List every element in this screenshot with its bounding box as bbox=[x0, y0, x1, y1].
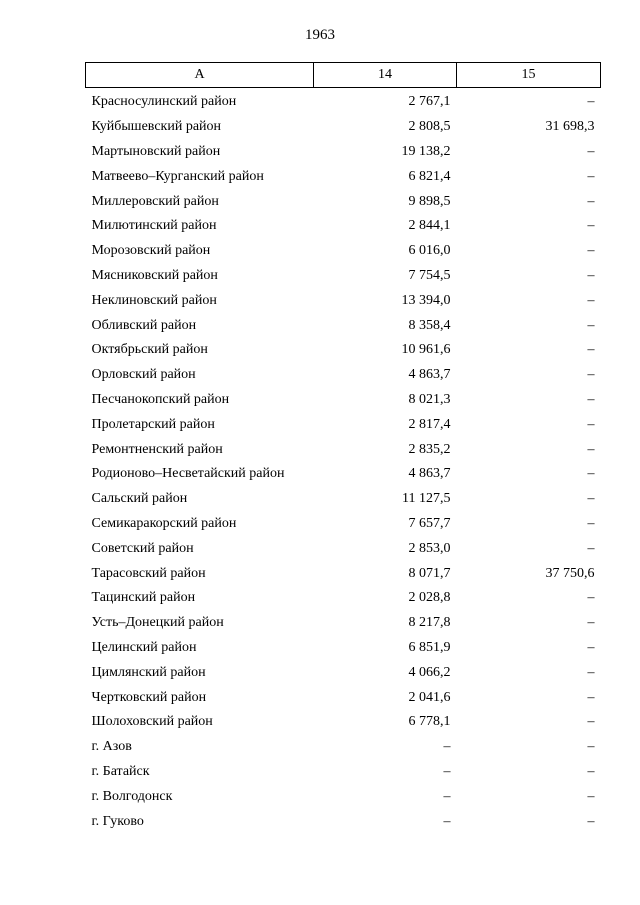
table-row bbox=[86, 412, 601, 437]
table-row bbox=[86, 363, 601, 388]
value-14-cell: 4 066,2 bbox=[408, 664, 451, 680]
district-name-cell: Красносулинский район bbox=[91, 94, 237, 110]
value-14-cell: – bbox=[443, 813, 451, 829]
district-name-cell: Шолоховский район bbox=[91, 714, 213, 730]
value-14-cell: 2 041,6 bbox=[408, 689, 451, 705]
value-14-cell: 2 853,0 bbox=[408, 540, 451, 556]
value-15-cell: – bbox=[587, 391, 595, 407]
value-14-cell: 7 657,7 bbox=[408, 515, 451, 531]
table-row bbox=[86, 88, 601, 115]
value-15-cell: – bbox=[587, 689, 595, 705]
district-name-cell: Семикаракорский район bbox=[91, 515, 237, 531]
value-15-cell: – bbox=[587, 664, 595, 680]
table-row bbox=[86, 710, 601, 735]
district-name-cell: Октябрьский район bbox=[91, 342, 208, 358]
district-name-cell: Пролетарский район bbox=[91, 416, 215, 432]
value-14-cell: 6 821,4 bbox=[408, 168, 451, 184]
value-15-cell: – bbox=[587, 193, 595, 209]
value-15-cell: – bbox=[587, 615, 595, 631]
district-name-cell: г. Батайск bbox=[91, 763, 150, 779]
table-row bbox=[86, 264, 601, 289]
value-14-cell: 10 961,6 bbox=[401, 342, 451, 358]
value-15-cell: – bbox=[587, 788, 595, 804]
table-row bbox=[86, 214, 601, 239]
value-14-cell: 2 844,1 bbox=[408, 218, 451, 234]
table-row bbox=[86, 561, 601, 586]
table-row bbox=[86, 313, 601, 338]
column-header-15: 15 bbox=[457, 63, 601, 88]
value-15-cell: – bbox=[587, 143, 595, 159]
table-row bbox=[86, 660, 601, 685]
value-15-cell: – bbox=[587, 342, 595, 358]
column-header-a: А bbox=[86, 63, 314, 88]
value-14-cell: 7 754,5 bbox=[408, 267, 451, 283]
column-header-14: 14 bbox=[314, 63, 457, 88]
table-row bbox=[86, 536, 601, 561]
data-table bbox=[85, 62, 601, 834]
value-15-cell: – bbox=[587, 739, 595, 755]
value-15-cell: – bbox=[587, 714, 595, 730]
district-name-cell: Неклиновский район bbox=[91, 292, 217, 308]
value-15-cell: – bbox=[587, 813, 595, 829]
district-name-cell: Матвеево–Курганский район bbox=[91, 168, 264, 184]
value-15-cell: 37 750,6 bbox=[545, 565, 595, 581]
district-name-cell: Усть–Донецкий район bbox=[91, 615, 224, 631]
value-15-cell: – bbox=[587, 292, 595, 308]
value-15-cell: – bbox=[587, 416, 595, 432]
value-15-cell: – bbox=[587, 515, 595, 531]
district-name-cell: Сальский район bbox=[91, 491, 188, 507]
value-14-cell: 4 863,7 bbox=[408, 466, 451, 482]
district-name-cell: Чертковский район bbox=[91, 689, 207, 705]
value-14-cell: 8 358,4 bbox=[408, 317, 451, 333]
district-name-cell: Мясниковский район bbox=[91, 267, 218, 283]
value-14-cell: 8 217,8 bbox=[408, 615, 451, 631]
value-15-cell: – bbox=[587, 94, 595, 110]
district-name-cell: Морозовский район bbox=[91, 243, 211, 259]
value-15-cell: – bbox=[587, 317, 595, 333]
table-row bbox=[86, 586, 601, 611]
district-name-cell: Куйбышевский район bbox=[91, 119, 222, 135]
value-14-cell: 8 071,7 bbox=[408, 565, 451, 581]
value-15-cell: – bbox=[587, 466, 595, 482]
page-number: 1963 bbox=[305, 27, 335, 43]
district-name-cell: Цимлянский район bbox=[91, 664, 206, 680]
table-row bbox=[86, 462, 601, 487]
table-row bbox=[86, 388, 601, 413]
value-15-cell: – bbox=[587, 491, 595, 507]
district-name-cell: Советский район bbox=[91, 540, 194, 556]
value-15-cell: – bbox=[587, 763, 595, 779]
district-name-cell: Песчанокопский район bbox=[91, 391, 230, 407]
value-14-cell: 2 817,4 bbox=[408, 416, 451, 432]
table-row bbox=[86, 288, 601, 313]
value-15-cell: – bbox=[587, 441, 595, 457]
district-name-cell: Тацинский район bbox=[91, 590, 196, 606]
district-name-cell: г. Волгодонск bbox=[91, 788, 173, 804]
value-14-cell: 6 016,0 bbox=[408, 243, 451, 259]
value-15-cell: – bbox=[587, 367, 595, 383]
district-name-cell: Мартыновский район bbox=[91, 143, 221, 159]
district-name-cell: Миллеровский район bbox=[91, 193, 219, 209]
value-14-cell: 9 898,5 bbox=[408, 193, 451, 209]
table-row bbox=[86, 512, 601, 537]
value-15-cell: – bbox=[587, 540, 595, 556]
district-name-cell: Тарасовский район bbox=[91, 565, 206, 581]
table-row bbox=[86, 338, 601, 363]
value-14-cell: 11 127,5 bbox=[402, 491, 451, 507]
table-row bbox=[86, 487, 601, 512]
district-name-cell: Орловский район bbox=[91, 367, 196, 383]
table-row bbox=[86, 760, 601, 785]
district-name-cell: Милютинский район bbox=[91, 218, 217, 234]
table-row bbox=[86, 611, 601, 636]
value-14-cell: – bbox=[443, 739, 451, 755]
value-15-cell: – bbox=[587, 590, 595, 606]
district-name-cell: Обливский район bbox=[91, 317, 197, 333]
table-row bbox=[86, 685, 601, 710]
table-row bbox=[86, 164, 601, 189]
value-14-cell: 2 767,1 bbox=[408, 94, 451, 110]
table-body bbox=[86, 88, 601, 834]
value-14-cell: 2 028,8 bbox=[408, 590, 451, 606]
district-name-cell: г. Гуково bbox=[91, 813, 144, 829]
table-row bbox=[86, 189, 601, 214]
value-15-cell: – bbox=[587, 168, 595, 184]
table-row bbox=[86, 115, 601, 140]
value-14-cell: 6 851,9 bbox=[408, 639, 451, 655]
value-15-cell: – bbox=[587, 218, 595, 234]
table-header-row bbox=[86, 63, 601, 88]
table-row bbox=[86, 239, 601, 264]
table-row bbox=[86, 437, 601, 462]
value-14-cell: – bbox=[443, 788, 451, 804]
table-row bbox=[86, 735, 601, 760]
value-14-cell: 6 778,1 bbox=[408, 714, 451, 730]
table-row bbox=[86, 140, 601, 165]
value-15-cell: – bbox=[587, 243, 595, 259]
value-14-cell: 13 394,0 bbox=[401, 292, 451, 308]
value-14-cell: 4 863,7 bbox=[408, 367, 451, 383]
district-name-cell: г. Азов bbox=[91, 739, 132, 755]
value-14-cell: – bbox=[443, 763, 451, 779]
table-row bbox=[86, 784, 601, 809]
value-15-cell: 31 698,3 bbox=[545, 119, 595, 135]
value-14-cell: 19 138,2 bbox=[401, 143, 451, 159]
value-14-cell: 8 021,3 bbox=[408, 391, 451, 407]
value-15-cell: – bbox=[587, 267, 595, 283]
value-14-cell: 2 808,5 bbox=[408, 119, 451, 135]
value-14-cell: 2 835,2 bbox=[408, 441, 451, 457]
district-name-cell: Родионово–Несветайский район bbox=[91, 466, 285, 482]
value-15-cell: – bbox=[587, 639, 595, 655]
district-name-cell: Целинский район bbox=[91, 639, 197, 655]
district-name-cell: Ремонтненский район bbox=[91, 441, 223, 457]
table-row bbox=[86, 636, 601, 661]
table-row bbox=[86, 809, 601, 834]
